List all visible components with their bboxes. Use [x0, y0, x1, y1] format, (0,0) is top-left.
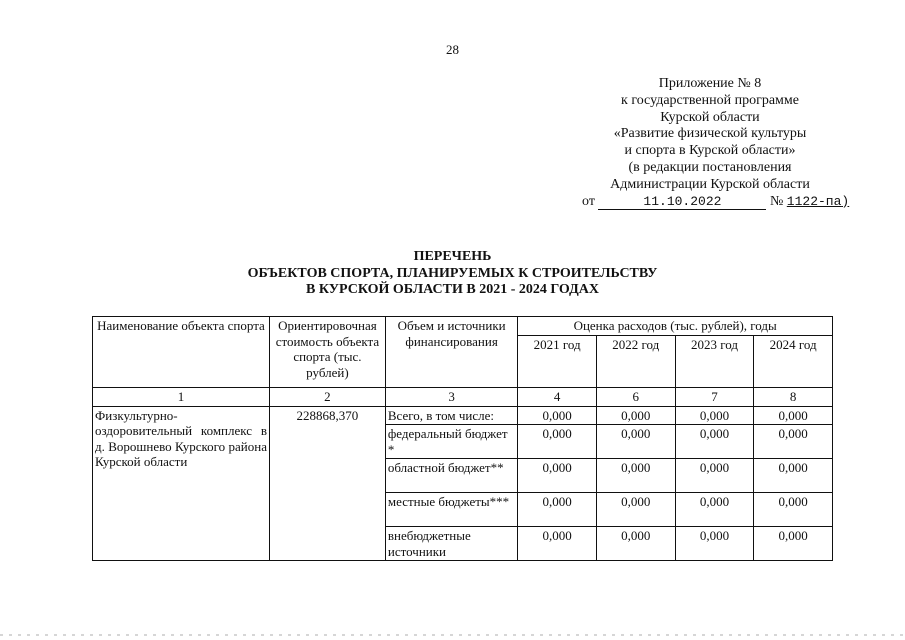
- value-cell: 0,000: [596, 406, 675, 425]
- column-number: 7: [675, 388, 754, 407]
- value-cell: 0,000: [754, 527, 833, 561]
- value-cell: 0,000: [596, 459, 675, 493]
- object-name-cell: Физкультурно-оздоровительный комплекс в д. Ворошнево Курского района Курской области: [93, 406, 270, 561]
- value-cell: 0,000: [675, 527, 754, 561]
- appendix-header: [560, 76, 860, 210]
- column-number: 2: [269, 388, 385, 407]
- value-cell: 0,000: [596, 527, 675, 561]
- value-cell: 0,000: [754, 406, 833, 425]
- appendix-line: Приложение № 8: [658, 76, 762, 91]
- decree-date: 11.10.2022: [598, 195, 766, 210]
- header-year: 2024 год: [754, 335, 833, 388]
- appendix-line: «Развитие физической культуры: [613, 126, 807, 142]
- header-cost: Ориентировочная стоимость объекта спорта (тыс. рублей): [269, 317, 385, 388]
- decree-number: 1122-па: [786, 193, 842, 209]
- header-year: 2022 год: [596, 335, 675, 388]
- value-cell: 0,000: [518, 459, 597, 493]
- value-cell: 0,000: [675, 493, 754, 527]
- appendix-line: (в редакции постановления: [628, 159, 792, 175]
- funding-source-cell: федеральный бюджет *: [385, 425, 517, 459]
- header-estimate: Оценка расходов (тыс. рублей), годы: [518, 317, 833, 336]
- title-line-2: ОБЪЕКТОВ СПОРТА, ПЛАНИРУЕМЫХ К СТРОИТЕЛЬСТВУ: [247, 265, 658, 281]
- document-title: [0, 249, 905, 299]
- table-header-row: [93, 317, 833, 336]
- decree-from-label: от: [582, 193, 595, 209]
- appendix-line: Курской области: [660, 109, 760, 125]
- page-number: 28: [446, 42, 459, 57]
- decree-number-label: №: [769, 193, 784, 209]
- value-cell: 0,000: [754, 459, 833, 493]
- header-year: 2021 год: [518, 335, 597, 388]
- appendix-line: Администрации Курской области: [610, 176, 810, 192]
- value-cell: 0,000: [518, 425, 597, 459]
- column-number-row: [93, 388, 833, 407]
- value-cell: 0,000: [675, 425, 754, 459]
- table-row: [93, 406, 833, 425]
- value-cell: 0,000: [596, 493, 675, 527]
- sports-objects-table: [92, 316, 833, 561]
- value-cell: 0,000: [675, 406, 754, 425]
- value-cell: 0,000: [518, 527, 597, 561]
- funding-source-cell: внебюджетные источники: [385, 527, 517, 561]
- funding-source-cell: областной бюджет**: [385, 459, 517, 493]
- value-cell: 0,000: [754, 493, 833, 527]
- funding-source-cell: местные бюджеты***: [385, 493, 517, 527]
- appendix-line: и спорта в Курской области»: [624, 143, 796, 159]
- value-cell: 0,000: [675, 459, 754, 493]
- scan-artifact-line: [0, 634, 905, 636]
- column-number: 6: [596, 388, 675, 407]
- column-number: 1: [93, 388, 270, 407]
- header-sources: Объем и источники финансирования: [385, 317, 517, 388]
- column-number: 4: [518, 388, 597, 407]
- decree-reference: [582, 194, 860, 211]
- column-number: 3: [385, 388, 517, 407]
- decree-number-suffix: ): [841, 193, 850, 209]
- column-number: 8: [754, 388, 833, 407]
- value-cell: 0,000: [754, 425, 833, 459]
- value-cell: 0,000: [518, 406, 597, 425]
- title-line-3: В КУРСКОЙ ОБЛАСТИ В 2021 - 2024 ГОДАХ: [306, 282, 599, 297]
- funding-source-cell: Всего, в том числе:: [385, 406, 517, 425]
- value-cell: 0,000: [518, 493, 597, 527]
- header-object-name: Наименование объекта спорта: [93, 317, 270, 388]
- object-cost-cell: 228868,370: [269, 406, 385, 561]
- appendix-line: к государственной программе: [621, 92, 799, 108]
- title-line-1: ПЕРЕЧЕНЬ: [413, 249, 492, 264]
- value-cell: 0,000: [596, 425, 675, 459]
- header-year: 2023 год: [675, 335, 754, 388]
